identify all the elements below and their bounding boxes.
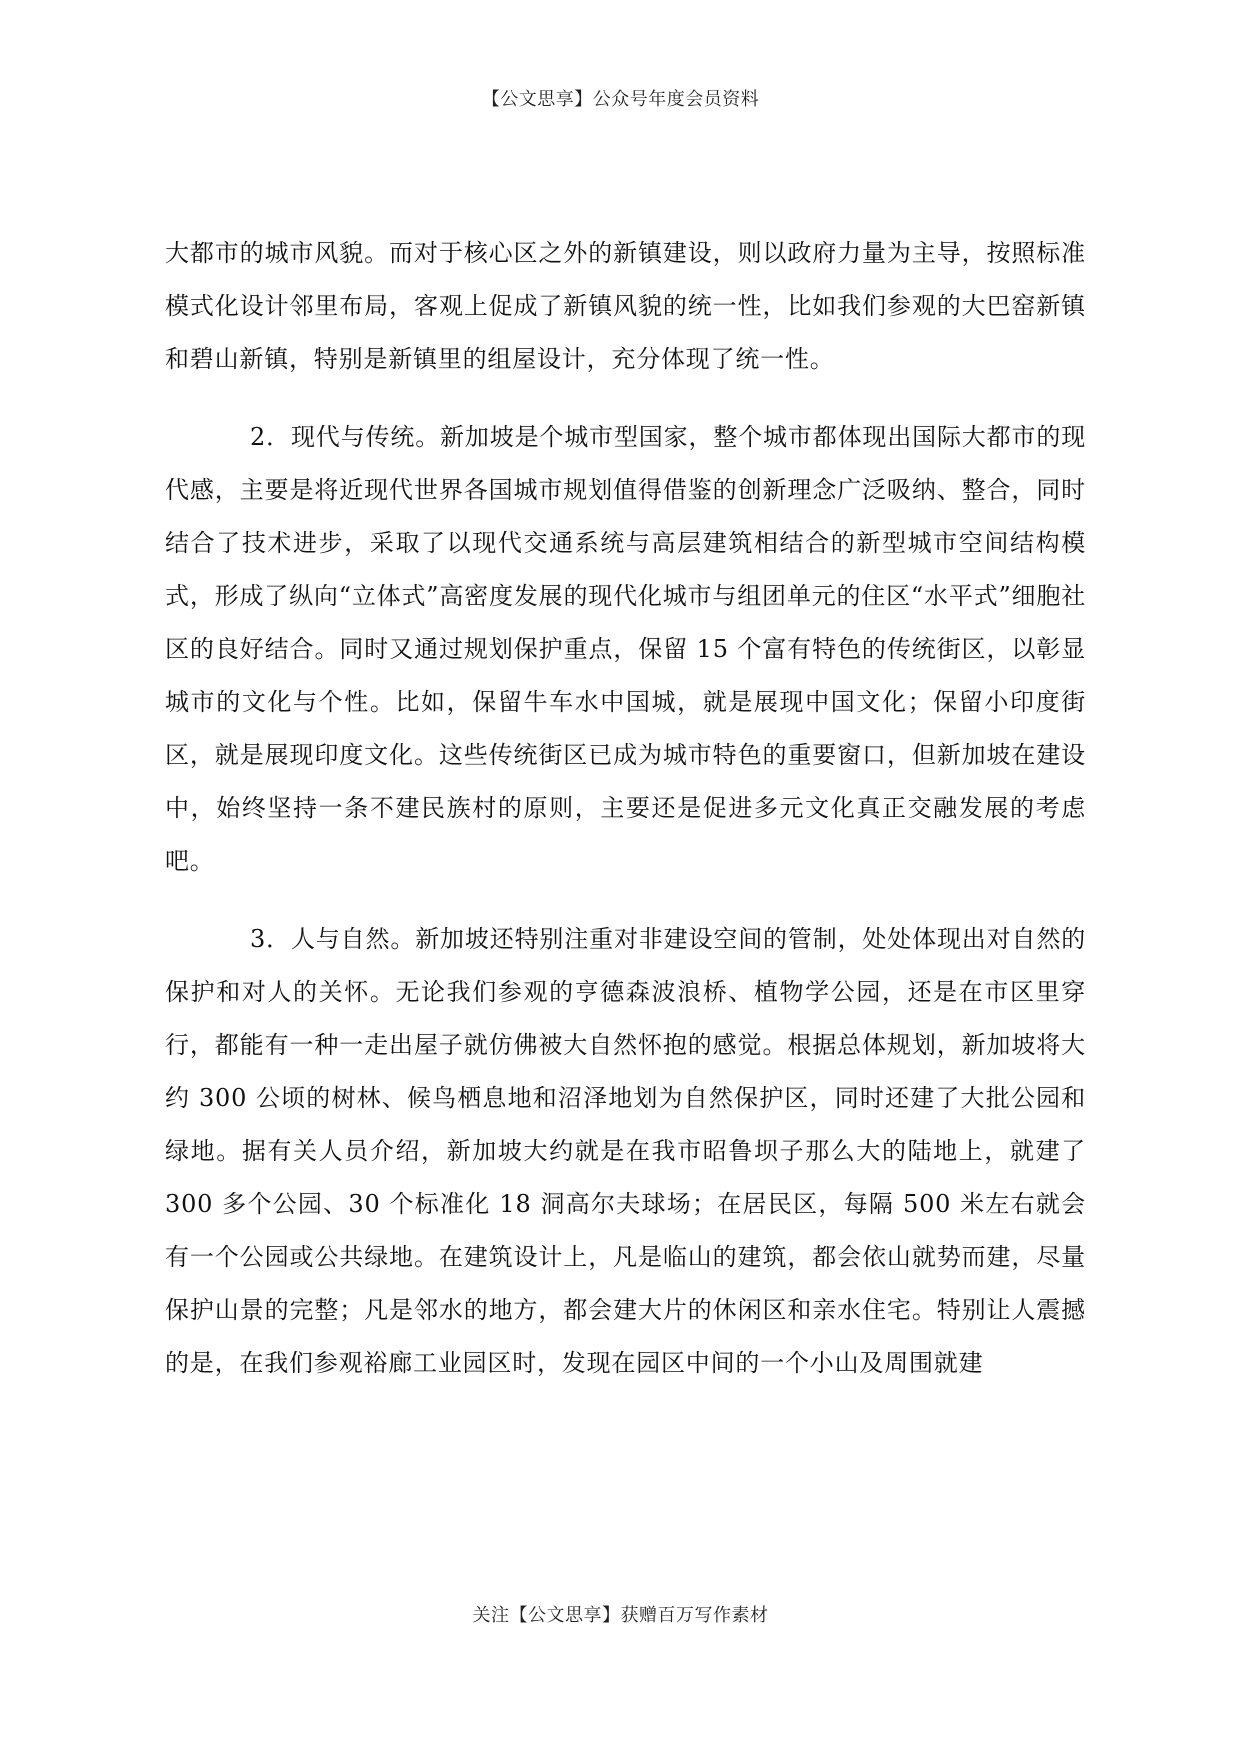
page-header: 【公文思享】公众号年度会员资料 [481,89,760,110]
document-body [165,227,1086,1390]
paragraph-continuation: 大都市的城市风貌。而对于核心区之外的新镇建设，则以政府力量为主导，按照标准模式化设计邻里布局，客观上促成了新镇风貌的统一性，比如我们参观的大巴窑新镇和碧山新镇，特别是新镇里的组屋设计，充分体现了统一性。 [165,239,1086,373]
page-footer: 关注【公文思享】获赠百万写作素材 [472,1605,769,1626]
paragraph-human-and-nature: 3．人与自然。新加坡还特别注重对非建设空间的管制，处处体现出对自然的保护和对人的关怀。无论我们参观的亨德森波浪桥、植物学公园，还是在市区里穿行，都能有一种一走出屋子就仿佛被大自然怀抱的感觉。根据总体规划，新加坡将大约 300 公顷的树林、候鸟栖息地和沼泽地划为自然保护区，同时还建了大批公园和绿地。据有关人员介绍，新加坡大约就是在我市昭鲁坝子那么大的陆地上，就建了 300 多个公园、30 个标准化 18 洞高尔夫球场；在居民区，每隔 500 米左右就会有一个公园或公共绿地。在建筑设计上，凡是临山的建筑，都会依山就势而建，尽量保护山景的完整；凡是邻水的地方，都会建大片的休闲区和亲水住宅。特别让人震撼的是，在我们参观裕廊工业园区时，发现在园区中间的一个小山及周围就建 [165,925,1086,1377]
paragraph-modern-and-traditional: 2．现代与传统。新加坡是个城市型国家，整个城市都体现出国际大都市的现代感，主要是将近现代世界各国城市规划值得借鉴的创新理念广泛吸纳、整合，同时结合了技术进步，采取了以现代交通系统与高层建筑相结合的新型城市空间结构模式，形成了纵向“立体式”高密度发展的现代化城市与组团单元的住区“水平式”细胞社区的良好结合。同时又通过规划保护重点，保留 15 个富有特色的传统街区，以彰显城市的文化与个性。比如，保留牛车水中国城，就是展现中国文化；保留小印度街区，就是展现印度文化。这些传统街区已成为城市特色的重要窗口，但新加坡在建设中，始终坚持一条不建民族村的原则，主要还是促进多元文化真正交融发展的考虑吧。 [165,423,1086,875]
